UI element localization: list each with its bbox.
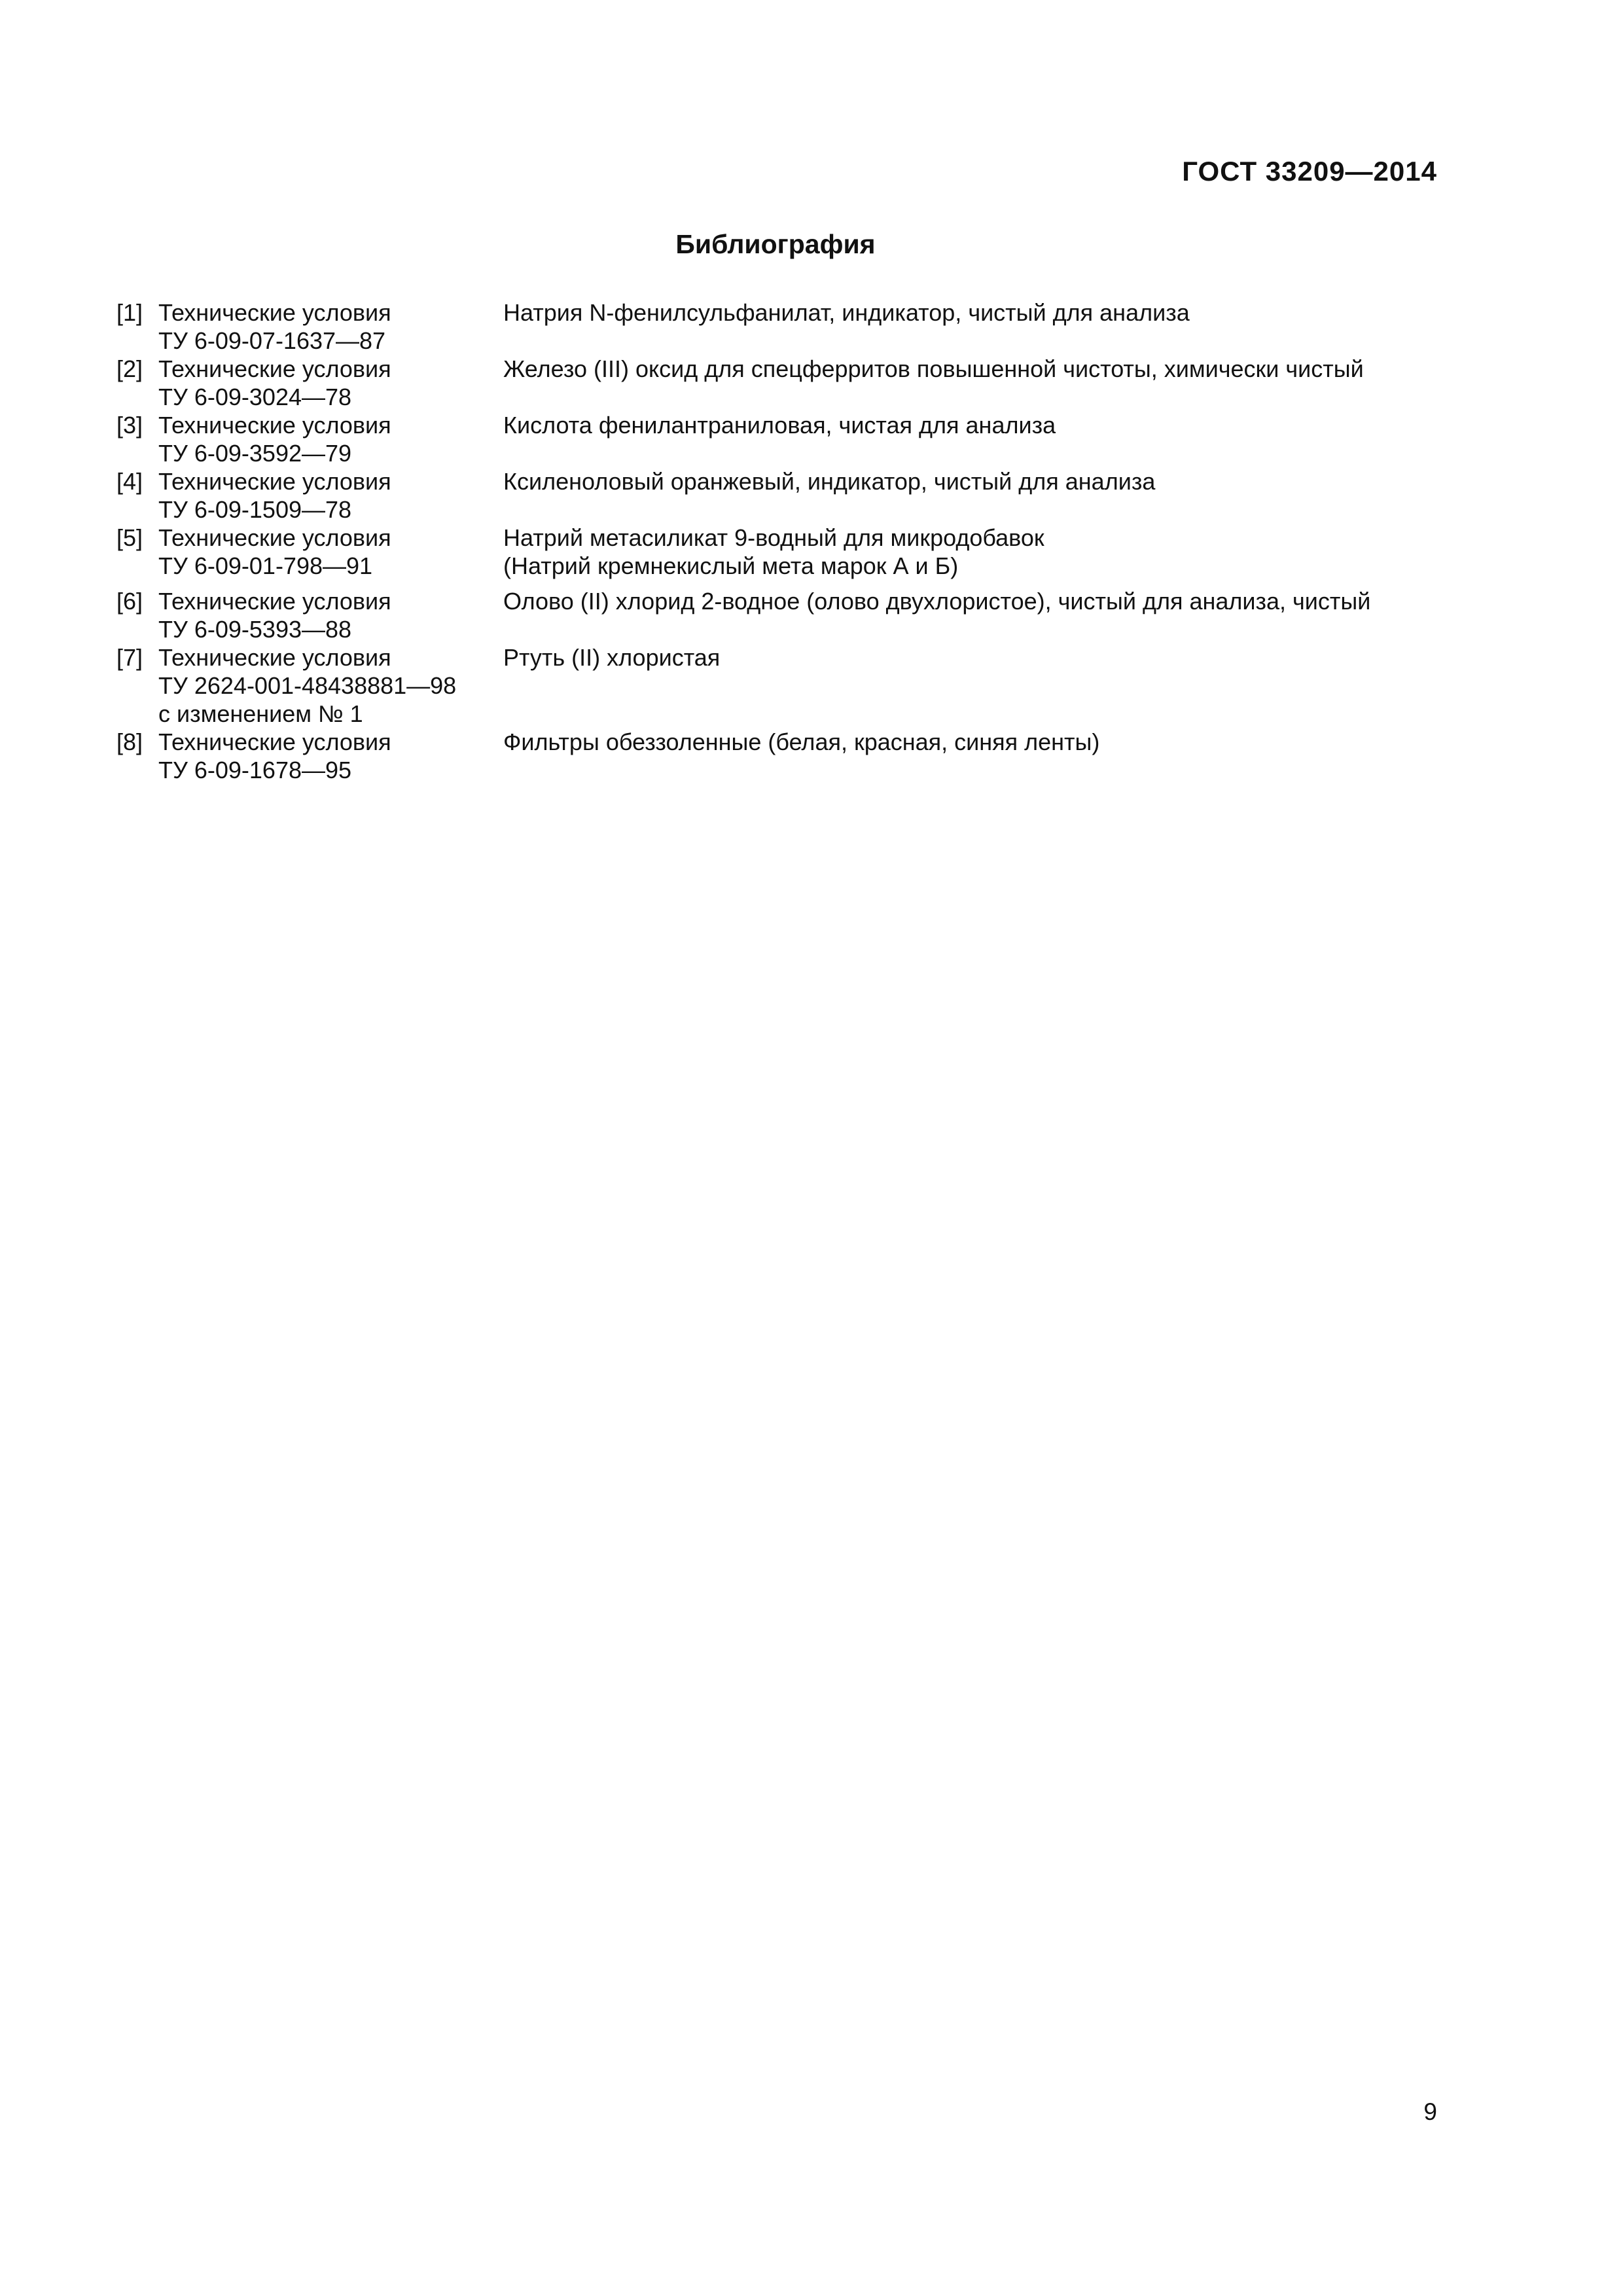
bibliography-entry-8 <box>116 728 1452 784</box>
entry-reference <box>158 298 503 355</box>
entry-reference <box>158 728 503 784</box>
description-line: Ртуть (II) хлористая <box>503 644 721 671</box>
bibliography-entry-7 <box>116 643 1452 728</box>
entry-number: [1] <box>116 299 143 326</box>
bibliography-entry-4 <box>116 467 1452 524</box>
reference-line: Технические условия <box>158 644 391 671</box>
reference-line: ТУ 6-09-3592—79 <box>158 440 352 467</box>
entry-description <box>503 524 1452 580</box>
bibliography-entry-5 <box>116 524 1452 580</box>
entry-reference <box>158 467 503 524</box>
entry-number: [6] <box>116 588 143 615</box>
bibliography-list <box>116 298 1452 784</box>
entry-reference <box>158 587 503 643</box>
reference-line: Технические условия <box>158 588 391 615</box>
bibliography-entry-1 <box>116 298 1452 355</box>
entry-number: [4] <box>116 468 143 495</box>
description-line: (Натрий кремнекислый мета марок А и Б) <box>503 552 959 579</box>
entry-description <box>503 467 1452 524</box>
entry-description <box>503 643 1452 728</box>
reference-line: Технические условия <box>158 524 391 551</box>
reference-line: ТУ 6-09-3024—78 <box>158 384 352 410</box>
entry-reference <box>158 411 503 467</box>
entry-reference <box>158 355 503 411</box>
reference-line: ТУ 6-09-07-1637—87 <box>158 327 386 354</box>
entry-reference <box>158 643 503 728</box>
bibliography-entry-3 <box>116 411 1452 467</box>
entry-number: [2] <box>116 355 143 382</box>
entry-description <box>503 355 1452 411</box>
entry-number: [8] <box>116 728 143 755</box>
description-line: Олово (II) хлорид 2-водное (олово двухлористое), чистый для анализа, чистый <box>503 588 1371 615</box>
reference-line: ТУ 6-09-5393—88 <box>158 616 352 643</box>
reference-line: Технические условия <box>158 728 391 755</box>
entry-description <box>503 587 1452 643</box>
description-line: Натрия N-фенилсульфанилат, индикатор, чистый для анализа <box>503 299 1190 326</box>
bibliography-entry-6 <box>116 587 1452 643</box>
reference-line: ТУ 6-09-01-798—91 <box>158 552 373 579</box>
entry-number: [5] <box>116 524 143 551</box>
entry-description <box>503 298 1452 355</box>
reference-line: Технические условия <box>158 412 391 439</box>
entry-description <box>503 728 1452 784</box>
entry-description <box>503 411 1452 467</box>
description-line: Ксиленоловый оранжевый, индикатор, чистый для анализа <box>503 468 1156 495</box>
description-line: Натрий метасиликат 9-водный для микродобавок <box>503 524 1044 551</box>
entry-number: [3] <box>116 412 143 439</box>
reference-line: ТУ 2624-001-48438881—98 <box>158 672 457 699</box>
standard-number: ГОСТ 33209—2014 <box>1182 156 1437 187</box>
page-title: Библиография <box>675 229 876 259</box>
bibliography-entry-2 <box>116 355 1452 411</box>
reference-line: ТУ 6-09-1678—95 <box>158 757 352 783</box>
reference-line: ТУ 6-09-1509—78 <box>158 496 352 523</box>
reference-line: Технические условия <box>158 299 391 326</box>
description-line: Фильтры обеззоленные (белая, красная, синяя ленты) <box>503 728 1100 755</box>
entry-reference <box>158 524 503 580</box>
page-number: 9 <box>1423 2098 1437 2125</box>
entry-number: [7] <box>116 644 143 671</box>
description-line: Кислота фенилантраниловая, чистая для анализа <box>503 412 1056 439</box>
reference-line: Технические условия <box>158 468 391 495</box>
reference-line: с изменением № 1 <box>158 700 363 727</box>
description-line: Железо (III) оксид для спецферритов повышенной чистоты, химически чистый <box>503 355 1364 382</box>
reference-line: Технические условия <box>158 355 391 382</box>
